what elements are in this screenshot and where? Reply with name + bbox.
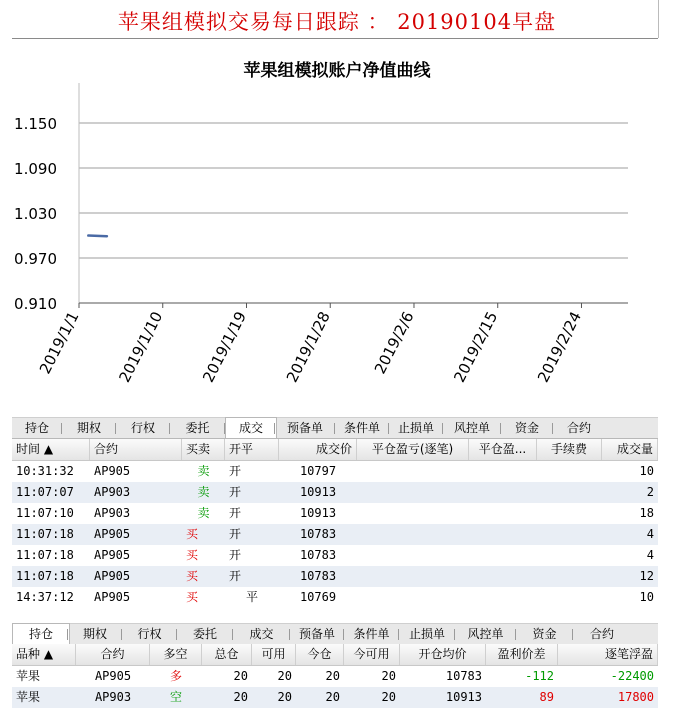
tab-2[interactable]: 行权: [130, 421, 155, 435]
trade-time: 10:31:32: [16, 464, 74, 478]
column-header[interactable]: 开仓均价: [400, 644, 486, 665]
position-variety: 苹果: [16, 690, 41, 704]
column-header[interactable]: 今可用: [344, 644, 400, 665]
trade-time: 11:07:18: [16, 569, 74, 583]
trade-open-close: 开: [229, 464, 242, 478]
position-price-diff: -112: [525, 669, 554, 683]
column-header[interactable]: 手续费: [537, 439, 602, 460]
chart-title: 苹果组模拟账户净值曲线: [243, 61, 431, 81]
position-available: 20: [277, 669, 292, 683]
tab-1[interactable]: 期权: [82, 627, 107, 641]
trade-side: 卖: [197, 506, 210, 520]
trade-contract: AP905: [94, 548, 131, 562]
trade-time: 11:07:18: [16, 548, 74, 562]
trade-price: 10783: [299, 527, 337, 541]
trade-volume: 4: [646, 548, 654, 562]
trade-time: 11:07:18: [16, 527, 74, 541]
position-avg-price: 10783: [445, 669, 482, 683]
position-contract: AP903: [94, 690, 132, 704]
position-today-available: 20: [381, 690, 396, 704]
frame-edge: [658, 0, 659, 38]
trade-side: 买: [186, 548, 199, 562]
tab-0[interactable]: 持仓: [24, 421, 49, 435]
column-header[interactable]: 开平: [225, 439, 279, 460]
trade-contract: AP905: [94, 464, 131, 478]
trade-contract: AP905: [94, 569, 131, 583]
trade-time: 14:37:12: [16, 590, 74, 604]
position-total: 20: [233, 669, 248, 683]
column-header[interactable]: 可用: [252, 644, 296, 665]
table-row[interactable]: [12, 587, 658, 608]
column-header[interactable]: 品种 ▲: [12, 644, 76, 665]
trade-volume: 10: [639, 590, 654, 604]
y-tick-label: 0.970: [14, 250, 57, 268]
trade-side: 买: [186, 527, 199, 541]
tab-2[interactable]: 行权: [137, 627, 162, 641]
tab-7[interactable]: 止损单: [397, 421, 434, 435]
x-tick-label: 2019/2/6: [370, 308, 418, 377]
trade-side: 卖: [197, 485, 210, 499]
trade-open-close: 开: [229, 569, 242, 583]
tab-6[interactable]: 条件单: [343, 421, 380, 435]
column-header[interactable]: 成交价: [279, 439, 357, 460]
title-divider: [12, 38, 658, 39]
trade-price: 10797: [299, 464, 337, 478]
tab-5[interactable]: 预备单: [298, 627, 335, 641]
table-row[interactable]: [12, 666, 658, 687]
trade-open-close: 开: [229, 506, 242, 520]
tab-6[interactable]: 条件单: [353, 627, 390, 641]
column-header[interactable]: 盈利价差: [486, 644, 558, 665]
trade-volume: 4: [646, 527, 654, 541]
y-tick-label: 0.910: [14, 295, 57, 313]
table-row[interactable]: [12, 687, 658, 708]
tab-3[interactable]: 委托: [192, 627, 217, 641]
trades-header: [12, 439, 658, 461]
position-total: 20: [233, 690, 248, 704]
trade-tabbar: [12, 417, 658, 439]
column-header[interactable]: 多空: [150, 644, 202, 665]
trade-volume: 2: [646, 485, 654, 499]
trade-price: 10783: [299, 569, 337, 583]
table-row[interactable]: [12, 503, 658, 524]
table-row[interactable]: [12, 461, 658, 482]
tab-8[interactable]: 风控单: [453, 421, 490, 435]
column-header[interactable]: 成交量: [602, 439, 658, 460]
x-tick-label: 2019/2/24: [534, 308, 586, 386]
x-tick-label: 2019/1/1: [35, 308, 83, 377]
positions-header: [12, 644, 658, 666]
position-available: 20: [277, 690, 292, 704]
position-direction: 空: [169, 690, 182, 704]
trade-side: 买: [186, 569, 199, 583]
tab-1[interactable]: 期权: [76, 421, 101, 435]
positions-body: [12, 666, 658, 708]
x-tick-label: 2019/1/10: [115, 308, 167, 386]
trade-contract: AP905: [94, 590, 131, 604]
tab-5[interactable]: 预备单: [286, 421, 323, 435]
y-tick-label: 1.090: [14, 160, 57, 178]
tab-9[interactable]: 资金: [514, 421, 539, 435]
tab-8[interactable]: 风控单: [467, 627, 504, 641]
column-header[interactable]: 今仓: [296, 644, 344, 665]
x-tick-label: 2019/2/15: [450, 308, 502, 386]
trade-open-close: 开: [229, 527, 242, 541]
position-avg-price: 10913: [445, 690, 482, 704]
column-header[interactable]: 平仓盈...: [469, 439, 537, 460]
column-header[interactable]: 买卖: [182, 439, 225, 460]
column-header[interactable]: 时间 ▲: [12, 439, 90, 460]
position-tabbar: [12, 623, 658, 645]
position-float-pnl: 17800: [617, 690, 654, 704]
trade-time: 11:07:07: [16, 485, 74, 499]
table-row[interactable]: [12, 482, 658, 503]
trade-side: 买: [186, 590, 199, 604]
position-price-diff: 89: [539, 690, 554, 704]
tab-3[interactable]: 委托: [185, 421, 210, 435]
trade-open-close: 开: [229, 548, 242, 562]
trade-contract: AP903: [94, 485, 131, 499]
table-row[interactable]: [12, 545, 658, 566]
table-row[interactable]: [12, 524, 658, 545]
x-tick-label: 2019/1/19: [199, 308, 251, 386]
column-header[interactable]: 合约: [76, 644, 150, 665]
position-contract: AP905: [94, 669, 132, 683]
position-direction: 多: [169, 669, 182, 683]
trade-volume: 18: [639, 506, 654, 520]
trade-side: 卖: [197, 464, 210, 478]
position-today: 20: [325, 690, 340, 704]
tab-4[interactable]: 成交: [249, 627, 274, 641]
position-variety: 苹果: [16, 669, 41, 683]
tab-7[interactable]: 止损单: [408, 627, 445, 641]
tab-4[interactable]: 成交: [225, 417, 277, 438]
position-float-pnl: -22400: [610, 669, 654, 683]
trade-price: 10913: [299, 506, 337, 520]
positions-table: [12, 644, 658, 708]
trade-contract: AP905: [94, 527, 131, 541]
trade-price: 10769: [299, 590, 337, 604]
trades-table: [12, 439, 658, 608]
nav-chart: [0, 44, 674, 414]
trade-volume: 12: [639, 569, 654, 583]
trade-time: 11:07:10: [16, 506, 74, 520]
position-today: 20: [325, 669, 340, 683]
trade-price: 10783: [299, 548, 337, 562]
nav-series-line: [88, 236, 107, 237]
tab-10[interactable]: 合约: [589, 627, 614, 641]
column-header[interactable]: 合约: [90, 439, 182, 460]
trades-body: [12, 461, 658, 608]
column-header[interactable]: 平仓盈亏(逐笔): [357, 439, 469, 460]
page-title: 苹果组模拟交易每日跟踪 ： 20190104早盘: [117, 10, 557, 34]
table-row[interactable]: [12, 566, 658, 587]
x-tick-label: 2019/1/28: [282, 308, 334, 386]
position-today-available: 20: [381, 669, 396, 683]
tab-10[interactable]: 合约: [566, 421, 591, 435]
tab-9[interactable]: 资金: [532, 627, 557, 641]
trade-contract: AP903: [94, 506, 131, 520]
y-tick-label: 1.030: [14, 205, 57, 223]
trade-volume: 10: [639, 464, 654, 478]
column-header[interactable]: 逐笔浮盈: [558, 644, 658, 665]
trade-open-close: 开: [229, 485, 242, 499]
tab-0[interactable]: 持仓: [12, 623, 70, 644]
trade-price: 10913: [299, 485, 337, 499]
y-tick-label: 1.150: [14, 115, 57, 133]
column-header[interactable]: 总仓: [202, 644, 252, 665]
trade-open-close: 平: [245, 590, 258, 604]
